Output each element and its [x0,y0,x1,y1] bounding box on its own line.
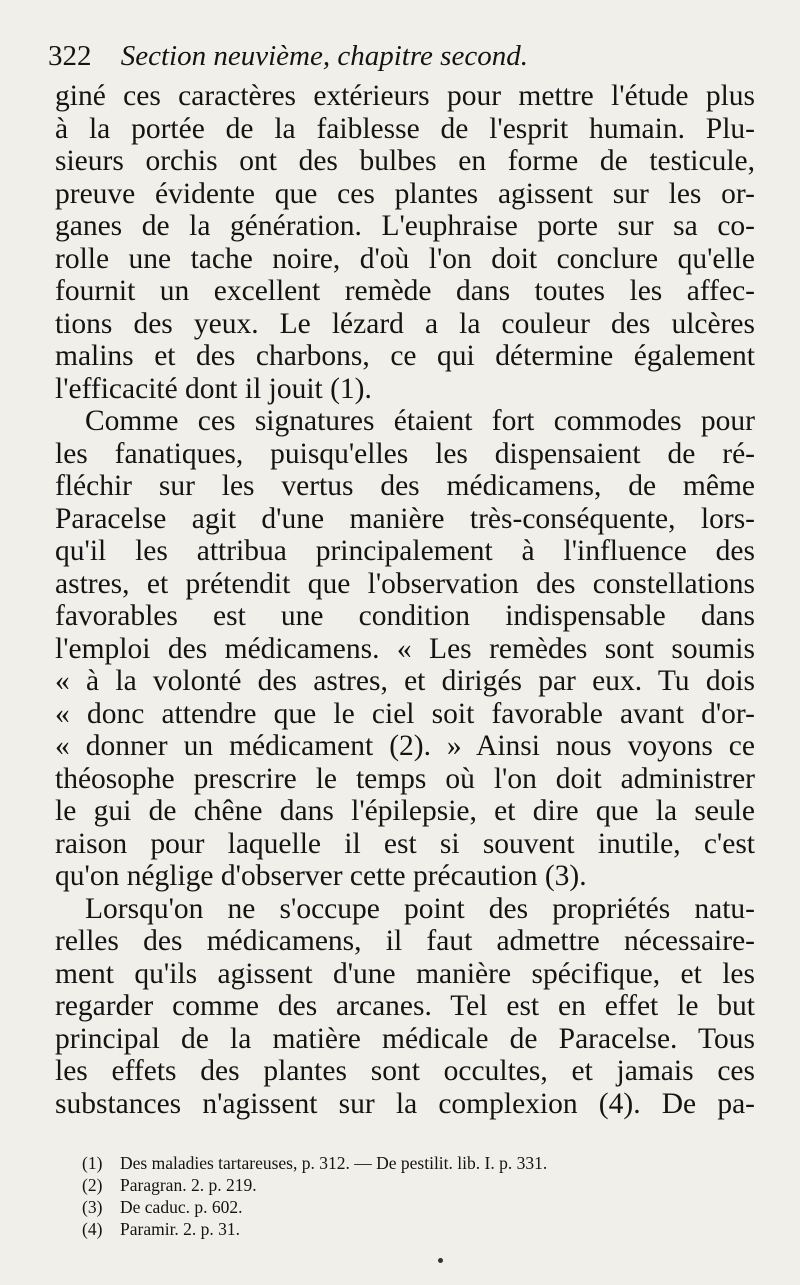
text-line: ganes de la génération. L'euphraise porte sur sa co- [55,210,755,242]
page-header [48,38,763,74]
text-line: Paracelse agit d'une manière très-conséquente, lors- [55,502,755,535]
text-line: substances n'agissent sur la complexion (4). De pa- [55,1087,755,1120]
footnote-text: Paragran. 2. p. 219. [120,1175,257,1195]
text-line: les effets des plantes sont occultes, et jamais ces [55,1055,755,1087]
text-line: fléchir sur les vertus des médicamens, de même [55,470,755,502]
footnote-text: Paramir. 2. p. 31. [120,1219,241,1239]
footnote-marker: (1) [82,1153,103,1173]
text-line: « à la volonté des astres, et dirigés par eux. Tu dois [55,665,755,697]
footnote [82,1152,772,1174]
text-line: « donner un médicament (2). » Ainsi nous voyons ce [55,730,755,762]
text-line: Comme ces signatures étaient fort commodes pour [85,405,755,437]
page-number: 322 [48,40,92,72]
text-line: Lorsqu'on ne s'occupe point des propriétés natu- [85,892,755,925]
footnote-marker: (2) [82,1175,103,1195]
text-line: relles des médicamens, il faut admettre nécessaire- [55,925,755,957]
text-line: sieurs orchis ont des bulbes en forme de testicule, [55,145,755,177]
text-line: le gui de chêne dans l'épilepsie, et dire que la seule [55,795,755,827]
text-line: l'emploi des médicamens. « Les remèdes sont soumis [55,632,755,665]
text-line: théosophe prescrire le temps où l'on doit administrer [55,762,755,795]
body-text [55,80,755,1120]
footnotes [82,1152,772,1240]
text-line: tions des yeux. Le lézard a la couleur des ulcères [55,307,755,340]
footnote-marker: (3) [82,1197,103,1217]
footnote-text: De caduc. p. 602. [120,1197,243,1217]
text-line: favorables est une condition indispensable dans [55,600,755,632]
text-line: regarder comme des arcanes. Tel est en effet le but [55,990,755,1022]
footnote [82,1218,772,1240]
text-line: giné ces caractères extérieurs pour mettre l'étude plus [55,80,755,112]
text-line: raison pour laquelle il est si souvent inutile, c'est [55,827,755,860]
text-line: preuve évidente que ces plantes agissent sur les or- [55,177,755,210]
running-title: Section neuvième, chapitre second. [120,40,528,72]
footnote-text: Des maladies tartareuses, p. 312. — De pestilit. lib. I. p. 331. [120,1153,548,1173]
text-line: fournit un excellent remède dans toutes les affec- [55,275,755,307]
text-line: rolle une tache noire, d'où l'on doit conclure qu'elle [55,242,755,275]
footnote-marker: (4) [82,1219,103,1239]
text-line: principal de la matière médicale de Paracelse. Tous [55,1022,755,1055]
text-line: astres, et prétendit que l'observation des constellations [55,567,755,600]
text-line: les fanatiques, puisqu'elles les dispensaient de ré- [55,437,755,470]
text-line: à la portée de la faiblesse de l'esprit humain. Plu- [55,112,755,145]
text-line: ment qu'ils agissent d'une manière spécifique, et les [55,957,755,990]
footnote [82,1196,772,1218]
printer-mark [438,1258,443,1263]
text-line: malins et des charbons, ce qui détermine également [55,340,755,372]
text-line: qu'il les attribua principalement à l'influence des [55,535,755,567]
footnote [82,1174,772,1196]
text-line: « donc attendre que le ciel soit favorable avant d'or- [55,697,755,730]
text-line: l'efficacité dont il jouit (1). [55,372,372,405]
text-line: qu'on néglige d'observer cette précaution (3). [55,860,587,892]
